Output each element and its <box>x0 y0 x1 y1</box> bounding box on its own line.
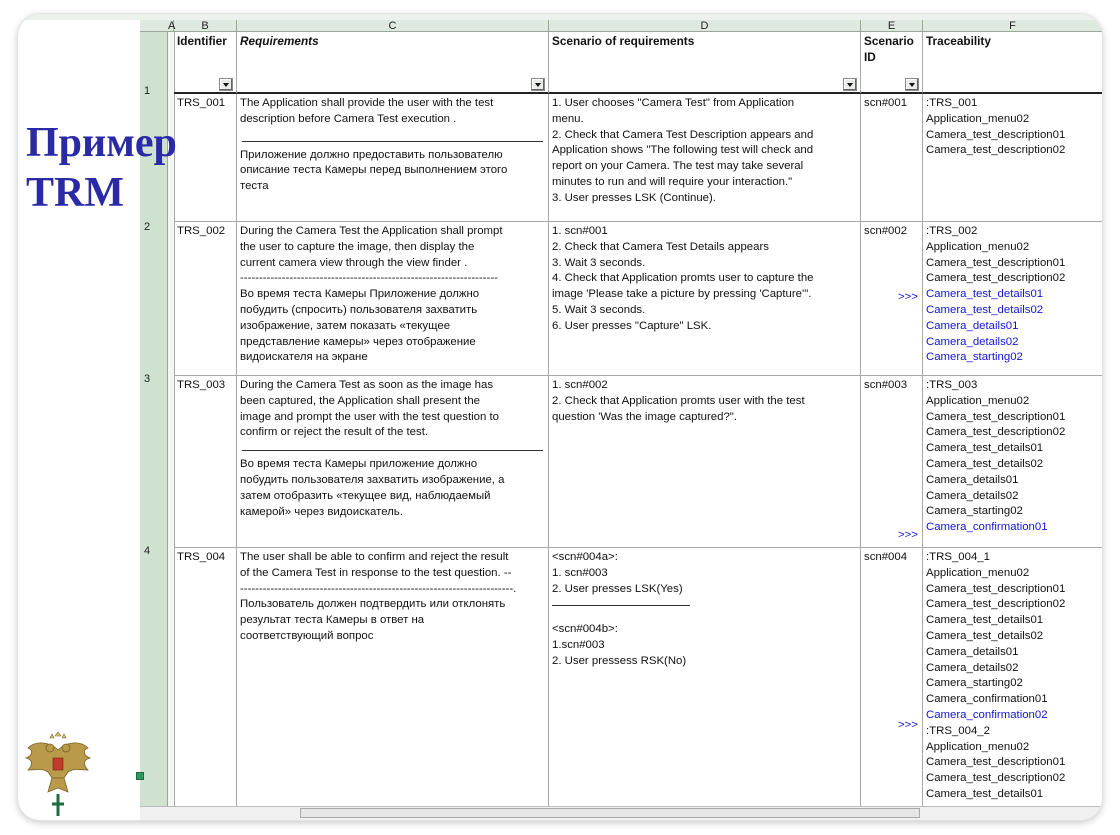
trace-line: Camera_test_description02 <box>926 772 1066 785</box>
scenario-line: 2. Check that Camera Test Details appears <box>552 240 769 253</box>
trace-line-new[interactable]: Camera_details02 <box>926 335 1019 348</box>
req-ru-line: результат теста Камеры в ответ на <box>240 614 425 627</box>
trace-line: Camera_details02 <box>926 489 1019 502</box>
trace-line: Camera_test_description01 <box>926 128 1066 141</box>
cell-trace-trs-002[interactable] <box>923 222 1102 376</box>
new-link-marker: >>> <box>898 291 918 303</box>
req-ru-line: соответствующий вопрос <box>240 629 374 642</box>
trace-line-new[interactable]: Camera_details01 <box>926 319 1019 332</box>
cell-scenario-trs-002[interactable] <box>549 222 861 376</box>
req-ru-line: побудить (спросить) пользователя захватить <box>240 303 478 316</box>
header-traceability-label: Traceability <box>926 34 991 48</box>
cell-scenario-trs-003[interactable] <box>549 376 861 548</box>
req-divider-dashes: -------------------------------------------------------------------- <box>240 272 498 285</box>
req-en-line: the user to capture the image, then display the <box>240 240 475 253</box>
scenario-line: minutes to run and will require your interaction." <box>552 175 793 188</box>
scenario-id-value: scn#001 <box>864 97 908 109</box>
column-header-c[interactable]: C <box>237 20 549 32</box>
req-ru-line: изображение, затем показать «текущее <box>240 319 451 332</box>
trace-line: Camera_test_description01 <box>926 756 1066 769</box>
slide-title-line-2: TRM <box>26 170 124 216</box>
column-header-f[interactable]: F <box>1009 20 1016 32</box>
trace-line: :TRS_004_1 <box>926 551 990 563</box>
scenario-line: menu. <box>552 112 584 125</box>
cell-id-value: TRS_001 <box>177 97 226 109</box>
scenario-line: 6. User presses "Capture" LSK. <box>552 319 712 332</box>
header-scenario-id-label-2: ID <box>864 49 876 64</box>
cell-trace-trs-003[interactable] <box>923 376 1102 548</box>
req-divider-dashes: ------------------------------------------------------------------------. <box>240 582 517 595</box>
scenario-line: 1. scn#001 <box>552 225 608 237</box>
row-number-2[interactable]: 2 <box>144 221 151 233</box>
row-number-3[interactable]: 3 <box>144 373 151 385</box>
req-ru-line: затем отобразить «текущее вид, наблюдаемый <box>240 489 491 502</box>
scenario-line: 3. User presses LSK (Continue). <box>552 191 716 204</box>
trace-line: Camera_test_description02 <box>926 426 1066 439</box>
trace-line: Application_menu02 <box>926 566 1030 579</box>
trace-line: Camera_details02 <box>926 661 1019 674</box>
trace-line: Camera_test_description01 <box>926 410 1066 423</box>
trace-line: Application_menu02 <box>926 394 1030 407</box>
trace-line: Camera_test_details02 <box>926 629 1044 642</box>
req-ru-line: Пользователь должен подтвердить или отклонять <box>240 598 506 611</box>
scenario-line: 2. Check that Application promts user with the test <box>552 394 805 407</box>
trace-line: Camera_details01 <box>926 473 1019 486</box>
scenario-line: 2. Check that Camera Test Description appears and <box>552 128 814 141</box>
slide-card <box>18 14 1102 820</box>
req-divider <box>242 141 543 142</box>
slide-title <box>26 118 226 218</box>
cell-requirement-trs-002[interactable] <box>237 222 549 376</box>
req-en-line: image and prompt the user with the test question to <box>240 410 499 423</box>
cell-scenario-trs-004[interactable] <box>549 548 861 806</box>
scenario-line: report on your Camera. The test may take several <box>552 160 804 173</box>
cell-id-trs-002[interactable] <box>174 222 237 376</box>
header-requirements[interactable] <box>237 32 549 94</box>
trace-line: Camera_test_description02 <box>926 272 1066 285</box>
trace-line: Camera_confirmation01 <box>926 693 1048 706</box>
column-header-d[interactable]: D <box>549 20 861 32</box>
cell-scenario-id-trs-002[interactable] <box>861 222 923 376</box>
trace-line: Camera_test_details02 <box>926 457 1044 470</box>
trace-line-new[interactable]: Camera_test_details01 <box>926 288 1044 301</box>
scenario-line: 2. User pressess RSK(No) <box>552 654 687 667</box>
req-ru-line: Во время теста Камеры Приложение должно <box>240 288 480 301</box>
scenario-line: 1. User chooses "Camera Test" from Application <box>552 97 795 109</box>
spreadsheet <box>140 20 1102 820</box>
trace-line: Camera_test_description01 <box>926 256 1066 269</box>
cell-trace-trs-001[interactable] <box>923 94 1102 222</box>
req-ru-line: представление камеры» через отображение <box>240 335 476 348</box>
cell-id-value: TRS_002 <box>177 225 226 237</box>
trace-line: Camera_test_details01 <box>926 614 1044 627</box>
req-en-line: The user shall be able to confirm and reject the result <box>240 551 509 563</box>
req-en-line: current camera view through the view finder . <box>240 256 468 269</box>
scenario-line: 2. User presses LSK(Yes) <box>552 582 683 595</box>
column-header-e[interactable]: E <box>861 20 923 32</box>
header-scenario-label: Scenario of requirements <box>552 34 695 48</box>
trace-line-new[interactable]: Camera_test_details02 <box>926 303 1044 316</box>
cell-requirement-trs-003[interactable] <box>237 376 549 548</box>
cell-trace-trs-004[interactable] <box>923 548 1102 806</box>
trace-line: Application_menu02 <box>926 740 1030 753</box>
req-ru-line: описание теста Камеры перед выполнением этого <box>240 164 508 177</box>
trace-line-new[interactable]: Camera_starting02 <box>926 351 1023 364</box>
req-en-line: been captured, the Application shall present the <box>240 394 481 407</box>
scenario-line: <scn#004b>: <box>552 623 618 636</box>
trace-line-new[interactable]: Camera_confirmation01 <box>926 521 1048 534</box>
trace-line: Camera_test_description01 <box>926 582 1066 595</box>
cell-scenario-id-trs-001[interactable] <box>861 94 923 222</box>
filter-dropdown-scenario-id[interactable] <box>905 78 919 91</box>
filter-dropdown-identifier[interactable] <box>219 78 233 91</box>
coat-of-arms-icon <box>22 732 94 816</box>
new-link-marker: >>> <box>898 719 918 731</box>
trace-line: :TRS_002 <box>926 225 978 237</box>
cell-id-trs-003[interactable] <box>174 376 237 548</box>
cell-requirement-trs-004[interactable] <box>237 548 549 806</box>
scenario-line: 5. Wait 3 seconds. <box>552 303 646 316</box>
scenario-line: <scn#004a>: <box>552 551 618 563</box>
trace-line: :TRS_001 <box>926 97 978 109</box>
cell-scenario-id-trs-003[interactable] <box>861 376 923 548</box>
scenario-id-value: scn#004 <box>864 551 908 563</box>
header-identifier-label: Identifier <box>177 34 227 48</box>
filter-dropdown-requirements[interactable] <box>531 78 545 91</box>
trace-line: :TRS_004_2 <box>926 724 990 737</box>
trace-line: Camera_test_description02 <box>926 598 1066 611</box>
header-traceability[interactable] <box>923 32 1102 94</box>
new-link-marker: >>> <box>898 529 918 541</box>
req-en-line: confirm or reject the result of the test. <box>240 426 429 439</box>
row-number-1[interactable]: 1 <box>144 85 151 97</box>
trace-line: Camera_starting02 <box>926 505 1023 518</box>
req-en-line: During the Camera Test as soon as the image has <box>240 379 494 391</box>
column-header-a[interactable]: A <box>168 20 176 32</box>
cell-id-value: TRS_004 <box>177 551 226 563</box>
trace-line: Camera_details01 <box>926 645 1019 658</box>
req-en-line: During the Camera Test the Application shall prompt <box>240 225 503 237</box>
req-divider <box>242 450 543 451</box>
scenario-line: 1.scn#003 <box>552 639 605 652</box>
req-ru-line: Приложение должно предоставить пользователю <box>240 148 503 161</box>
slide-title-line-1: Пример <box>26 120 177 166</box>
req-ru-line: видоискателя на экране <box>240 351 368 364</box>
req-ru-line: теста <box>240 180 269 193</box>
header-identifier[interactable] <box>174 32 237 94</box>
req-ru-line: камерой» через видоискатель. <box>240 505 403 518</box>
row-number-4[interactable]: 4 <box>144 545 151 557</box>
cell-id-value: TRS_003 <box>177 379 226 391</box>
req-ru-line: побудить пользователя захватить изображение, а <box>240 473 505 486</box>
cell-id-trs-004[interactable] <box>174 548 237 806</box>
trace-line: Camera_test_description02 <box>926 144 1066 157</box>
trace-line: Application_menu02 <box>926 240 1030 253</box>
scenario-id-value: scn#003 <box>864 379 908 391</box>
trace-line: Application_menu02 <box>926 112 1030 125</box>
column-header-b[interactable]: B <box>174 20 237 32</box>
req-ru-line: Во время теста Камеры приложение должно <box>240 458 478 471</box>
scenario-id-value: scn#002 <box>864 225 908 237</box>
cell-scenario-id-trs-004[interactable] <box>861 548 923 806</box>
trace-line: :TRS_003 <box>926 379 978 391</box>
scenario-line: question 'Was the image captured?". <box>552 410 737 423</box>
header-scenario-id[interactable] <box>861 32 923 94</box>
scenario-line: 3. Wait 3 seconds. <box>552 256 646 269</box>
cell-requirement-trs-001[interactable] <box>237 94 549 222</box>
trace-line-new[interactable]: Camera_confirmation02 <box>926 708 1048 721</box>
header-scenario[interactable] <box>549 32 861 94</box>
column-header-row <box>140 20 1102 32</box>
req-en-line: of the Camera Test in response to the test question. -- <box>240 566 512 579</box>
req-en-line: The Application shall provide the user with the test <box>240 97 494 109</box>
trace-line: Camera_starting02 <box>926 677 1023 690</box>
header-requirements-label: Requirements <box>240 34 319 48</box>
header-scenario-id-label-1: Scenario <box>864 34 914 48</box>
sheet-tabs-scrollbar[interactable] <box>300 808 920 818</box>
trace-line: Camera_test_details01 <box>926 787 1044 800</box>
cell-scenario-trs-001[interactable] <box>549 94 861 222</box>
filter-dropdown-scenario[interactable] <box>843 78 857 91</box>
scenario-line: image 'Please take a picture by pressing 'Capture'". <box>552 288 812 301</box>
scenario-line: 1. scn#003 <box>552 566 608 579</box>
trace-line: Camera_test_details01 <box>926 442 1044 455</box>
scenario-line: 1. scn#002 <box>552 379 608 391</box>
slide-marker <box>136 772 144 780</box>
scenario-line: Application shows "The following test will check and <box>552 144 814 157</box>
scenario-line: 4. Check that Application promts user to capture the <box>552 272 814 285</box>
scenario-divider <box>552 605 690 606</box>
req-en-line: description before Camera Test execution . <box>240 112 457 125</box>
